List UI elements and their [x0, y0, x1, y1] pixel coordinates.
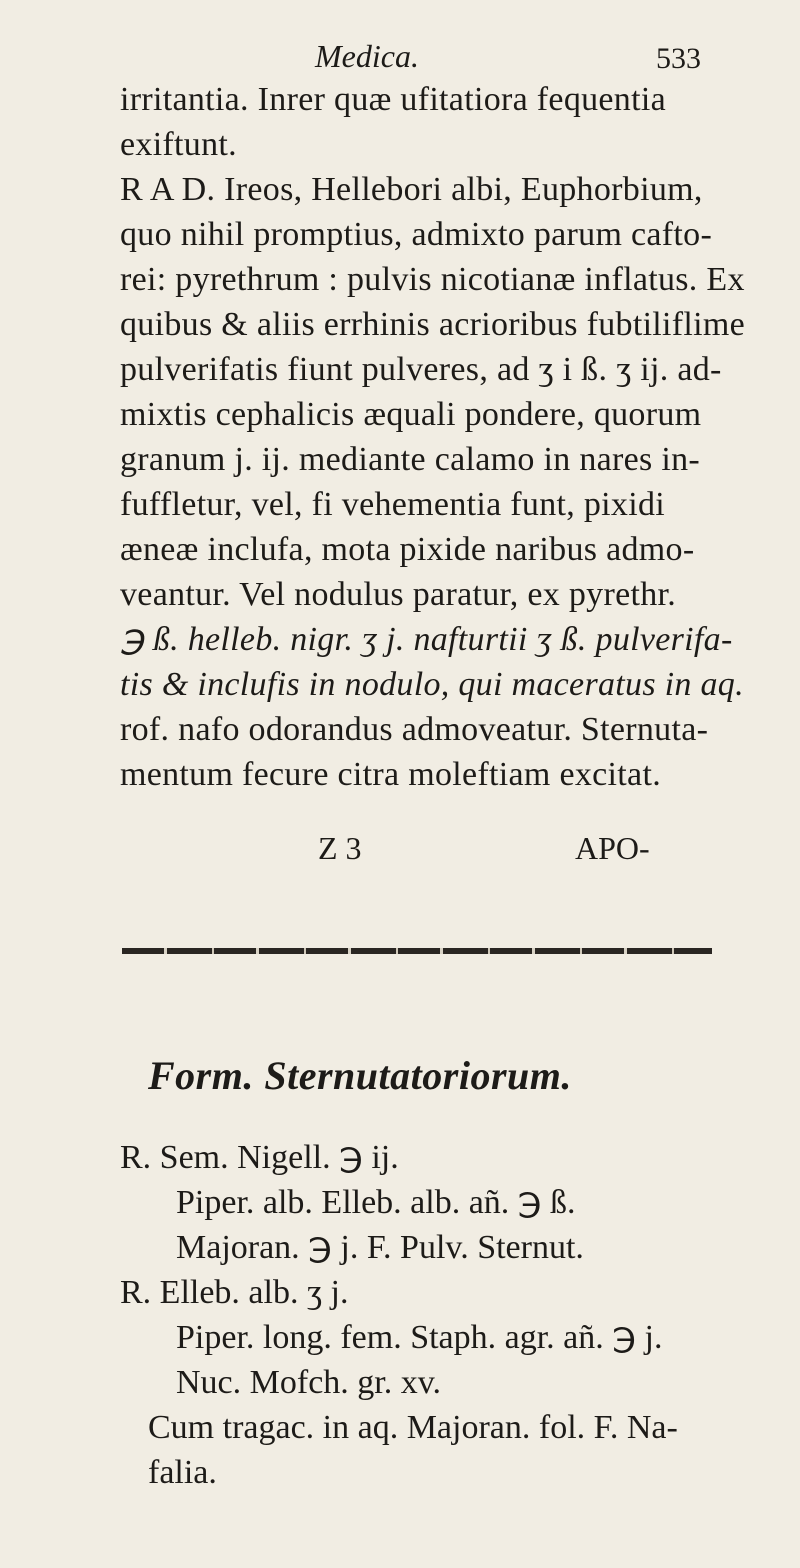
ornament-rule: [122, 948, 712, 954]
text-line: rof. nafo odorandus admoveatur. Sternuta-: [120, 711, 709, 748]
text-line: æneæ inclufa, mota pixide naribus admo-: [120, 531, 695, 568]
text-line: tis & inclufis in nodulo, qui maceratus in aq.: [120, 666, 744, 703]
text-line: ℈ ß. helleb. nigr. ʒ j. nafturtii ʒ ß. pulverifa-: [120, 621, 733, 658]
recipe-line: Nuc. Mofch. gr. xv.: [176, 1364, 442, 1401]
recipe-line: R. Elleb. alb. ʒ j.: [120, 1274, 349, 1311]
text-line: pulverifatis fiunt pulveres, ad ʒ i ß. ʒ ij. ad-: [120, 351, 722, 388]
signature-mark: Z 3: [318, 830, 362, 866]
text-line: fuffletur, vel, fi vehementia funt, pixidi: [120, 486, 666, 523]
running-head: Medica.: [315, 38, 419, 74]
recipe-line: Majoran. ℈ j. F. Pulv. Sternut.: [176, 1229, 584, 1266]
recipe-line: Piper. alb. Elleb. alb. añ. ℈ ß.: [176, 1184, 576, 1221]
section-title: Form. Sternutatoriorum.: [148, 1053, 572, 1098]
recipe-line: Cum tragac. in aq. Majoran. fol. F. Na-: [148, 1409, 678, 1446]
text-line: quo nihil promptius, admixto parum cafto-: [120, 216, 713, 253]
text-line: granum j. ij. mediante calamo in nares in-: [120, 441, 701, 478]
recipe-line: R. Sem. Nigell. ℈ ij.: [120, 1139, 399, 1176]
catchword: APO-: [575, 830, 650, 866]
recipe-line: Piper. long. fem. Staph. agr. añ. ℈ j.: [176, 1319, 663, 1356]
text-line: quibus & aliis errhinis acrioribus fubtiliflime: [120, 306, 746, 343]
page-number: 533: [656, 42, 701, 75]
text-line: mixtis cephalicis æquali pondere, quorum: [120, 396, 702, 433]
text-line: R A D. Ireos, Hellebori albi, Euphorbium,: [120, 171, 703, 208]
text-line: rei: pyrethrum : pulvis nicotianæ inflatus. Ex: [120, 261, 745, 298]
text-line: irritantia. Inrer quæ ufitatiora fequentia: [120, 81, 666, 118]
text-line: mentum fecure citra moleftiam excitat.: [120, 756, 661, 793]
recipe-line: falia.: [148, 1454, 217, 1491]
text-line: veantur. Vel nodulus paratur, ex pyrethr.: [120, 576, 677, 613]
text-line: exiftunt.: [120, 126, 237, 163]
